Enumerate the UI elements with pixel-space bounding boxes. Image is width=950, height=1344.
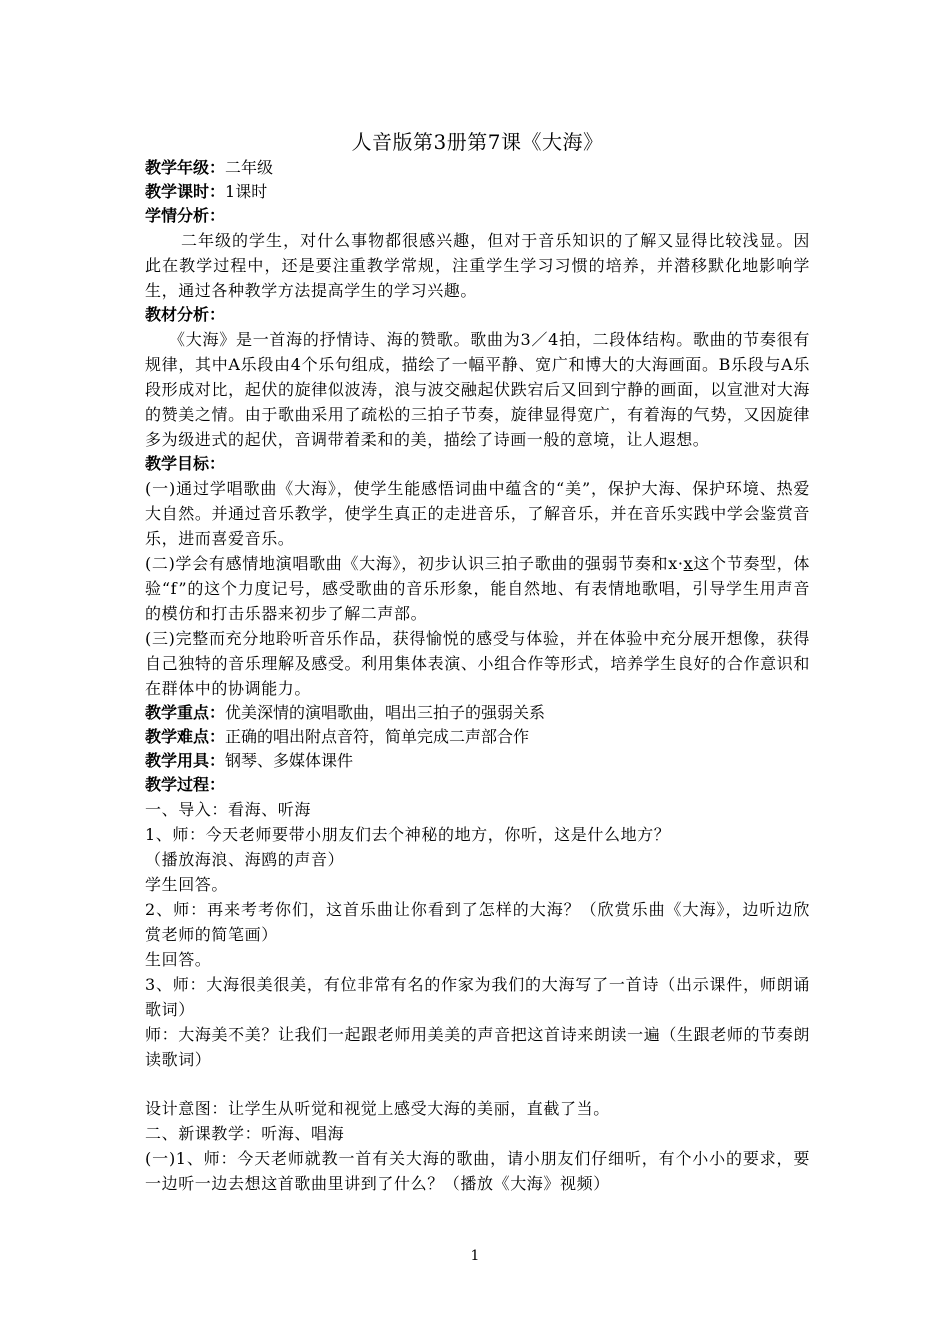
page-title: 人音版第3册第7课《大海》 bbox=[351, 130, 604, 154]
tools-label: 教学用具： bbox=[145, 751, 226, 770]
key-value: 优美深情的演唱歌曲，唱出三拍子的强弱关系 bbox=[225, 703, 546, 722]
goal-2 bbox=[145, 551, 810, 626]
key-line bbox=[145, 701, 810, 725]
analysis-paragraph: 二年级的学生，对什么事物都很感兴趣，但对于音乐知识的了解又显得比较浅显。因此在教学过程中，还是要注重教学常规，注重学生学习习惯的培养，并潜移默化地影响学生，通过各种教学方法提高学生的学习兴趣。 bbox=[145, 231, 810, 300]
process-line: 2、师：再来考考你们，这首乐曲让你看到了怎样的大海？（欣赏乐曲《大海》，边听边欣赏老师的简笔画） bbox=[145, 900, 810, 944]
goal-2-part-b: 这个节奏型，体验“f”的这个力度记号，感受歌曲的音乐形象，能自然地、有表情地歌唱，引导学生用声音的模仿和打击乐器来初步了解二声部。 bbox=[145, 554, 810, 623]
grade-line bbox=[145, 156, 810, 180]
difficulty-line bbox=[145, 725, 810, 749]
document-body bbox=[145, 128, 810, 1196]
goal-2-part-a: (二)学会有感情地演唱歌曲《大海》，初步认识三拍子歌曲的强弱节奏和x· bbox=[145, 554, 684, 573]
process-line: 师：大海美不美？让我们一起跟老师用美美的声音把这首诗来朗读一遍（生跟老师的节奏朗读歌词） bbox=[145, 1025, 810, 1069]
grade-value: 二年级 bbox=[225, 158, 274, 177]
analysis-heading: 学情分析： bbox=[145, 206, 226, 225]
tools-line bbox=[145, 749, 810, 773]
tools-value: 钢琴、多媒体课件 bbox=[225, 751, 354, 770]
material-heading: 教材分析： bbox=[145, 305, 226, 324]
goal-2-rhythm-note: x bbox=[683, 554, 694, 573]
design-intent: 设计意图：让学生从听觉和视觉上感受大海的美丽，直截了当。 bbox=[145, 1099, 610, 1118]
hours-line bbox=[145, 180, 810, 204]
process-heading: 教学过程： bbox=[145, 775, 226, 794]
grade-label: 教学年级： bbox=[145, 158, 226, 177]
goals-heading: 教学目标： bbox=[145, 454, 226, 473]
process-line: 3、师：大海很美很美，有位非常有名的作家为我们的大海写了一首诗（出示课件，师朗诵歌词） bbox=[145, 975, 810, 1019]
process-line: 1、师：今天老师要带小朋友们去个神秘的地方，你听，这是什么地方？ bbox=[145, 825, 671, 844]
goal-1: (一)通过学唱歌曲《大海》，使学生能感悟词曲中蕴含的“美”，保护大海、保护环境、热爱大自然。并通过音乐教学，使学生真正的走进音乐，了解音乐，并在音乐实践中学会鉴赏音乐，进而喜爱音乐。 bbox=[145, 479, 810, 548]
process-line: 学生回答。 bbox=[145, 875, 229, 894]
process-line: 生回答。 bbox=[145, 950, 212, 969]
new-lesson-heading: 二、新课教学：听海、唱海 bbox=[145, 1124, 345, 1143]
process-line: 一、导入：看海、听海 bbox=[145, 800, 312, 819]
material-paragraph: 《大海》是一首海的抒情诗、海的赞歌。歌曲为3／4拍，二段体结构。歌曲的节奏很有规律，其中A乐段由4个乐句组成，描绘了一幅平静、宽广和博大的大海画面。B乐段与A乐段形成对比，起伏的旋律似波涛，浪与波交融起伏跌宕后又回到宁静的画面，以宣泄对大海的赞美之情。由于歌曲采用了疏松的三拍子节奏，旋律显得宽广，有着海的气势，又因旋律多为级进式的起伏，音调带着柔和的美，描绘了诗画一般的意境，让人遐想。 bbox=[145, 330, 810, 449]
goal-3: (三)完整而充分地聆听音乐作品，获得愉悦的感受与体验，并在体验中充分展开想像，获得自己独特的音乐理解及感受。利用集体表演、小组合作等形式，培养学生良好的合作意识和在群体中的协调能力。 bbox=[145, 629, 810, 698]
page-number: 1 bbox=[470, 1248, 480, 1264]
key-label: 教学重点： bbox=[145, 703, 226, 722]
process-line: （播放海浪、海鸥的声音） bbox=[145, 850, 345, 869]
difficulty-value: 正确的唱出附点音符，简单完成二声部合作 bbox=[225, 727, 530, 746]
new-lesson-step-1: (一)1、师：今天老师就教一首有关大海的歌曲，请小朋友们仔细听，有个小小的要求，要一边听一边去想这首歌曲里讲到了什么？（播放《大海》视频） bbox=[145, 1149, 810, 1193]
hours-label: 教学课时： bbox=[145, 182, 226, 201]
blank-line bbox=[145, 1072, 810, 1096]
hours-value: 1课时 bbox=[225, 182, 268, 201]
difficulty-label: 教学难点： bbox=[145, 727, 226, 746]
